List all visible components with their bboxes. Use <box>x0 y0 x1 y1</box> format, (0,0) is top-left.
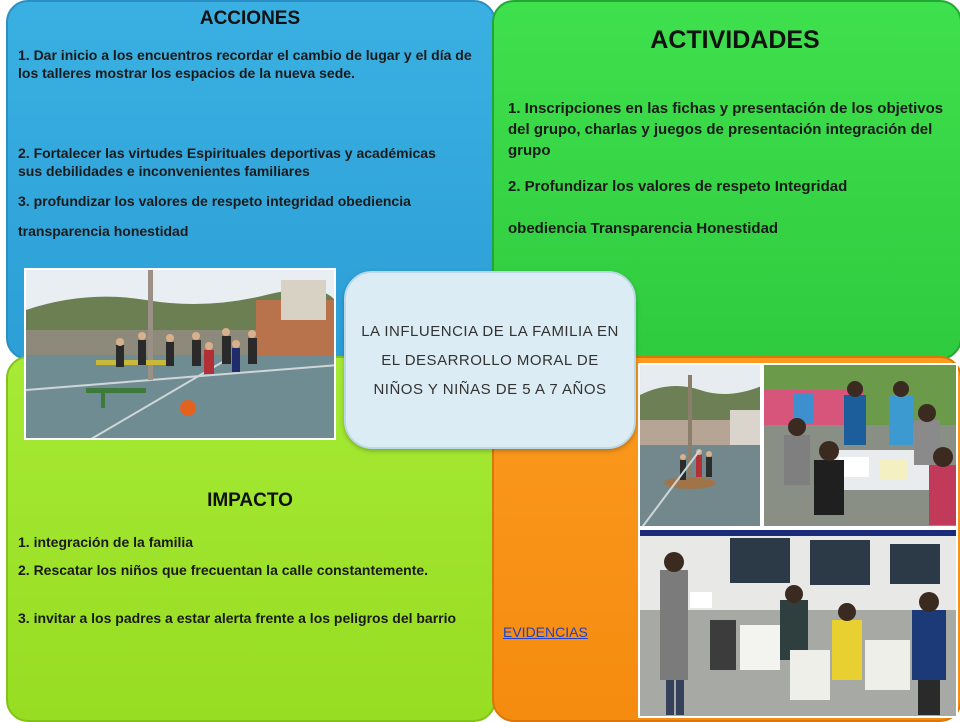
actividades-item-2: 2. Profundizar los valores de respeto Integridad <box>508 178 848 195</box>
actividades-item-1: 1. Inscripciones en las fichas y presentación de los objetivos del grupo, charlas y juegos de presentación integración del grupo <box>508 100 944 159</box>
impacto-item-1: 1. integración de la familia <box>18 534 194 550</box>
drawing-table-photo <box>762 363 958 528</box>
evidencias-link[interactable]: EVIDENCIAS <box>503 624 588 640</box>
swing-photo <box>638 363 762 528</box>
acciones-item-3-cont: transparencia honestidad <box>18 223 189 239</box>
impacto-title: IMPACTO <box>207 490 293 511</box>
acciones-item-3: 3. profundizar los valores de respeto integridad obediencia <box>18 193 411 209</box>
acciones-item-1: 1. Dar inicio a los encuentros recordar el cambio de lugar y el día de los talleres mostrar los espacios de la nueva sede. <box>18 47 472 81</box>
playground-photo <box>24 268 336 440</box>
actividades-item-2-cont: obediencia Transparencia Honestidad <box>508 220 779 237</box>
center-title-box <box>344 271 636 449</box>
group-activity-photo <box>638 528 958 718</box>
actividades-title: ACTIVIDADES <box>650 26 820 54</box>
impacto-item-3: 3. invitar a los padres a estar alerta frente a los peligros del barrio <box>18 610 457 626</box>
impacto-item-2: 2. Rescatar los niños que frecuentan la calle constantemente. <box>18 562 429 578</box>
center-title-text: LA INFLUENCIA DE LA FAMILIA EN EL DESARROLLO MORAL DE NIÑOS Y NIÑAS DE 5 A 7 AÑOS <box>361 322 619 398</box>
acciones-item-2: 2. Fortalecer las virtudes Espirituales deportivas y académicas sus debilidades e inconvenientes familiares <box>18 145 436 179</box>
acciones-title: ACCIONES <box>199 8 301 29</box>
